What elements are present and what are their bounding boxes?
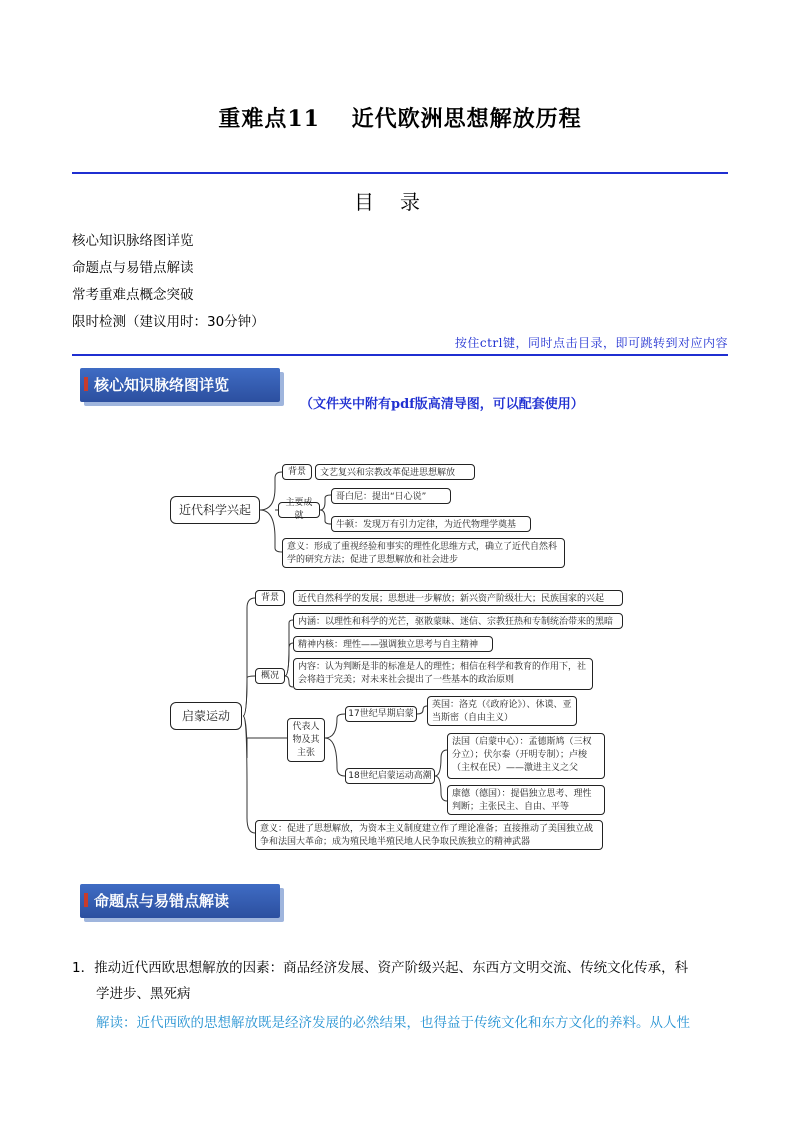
mm-enl-france: 法国（启蒙中心）：孟德斯鸠（三权分立）；伏尔泰（开明专制）；卢梭（主权在民）——激进主义之父 bbox=[447, 733, 605, 779]
mm-enl-germany: 康德（德国）：提倡独立思考、理性判断；主张民主、自由、平等 bbox=[447, 785, 605, 815]
mm-enl-bg-text: 近代自然科学的发展；思想进一步解放；新兴资产阶级壮大；民族国家的兴起 bbox=[293, 590, 623, 606]
mm-sci-bg-label: 背景 bbox=[282, 464, 312, 480]
mm-enl-significance: 意义：促进了思想解放，为资本主义制度建立作了理论准备；直接推动了美国独立战争和法国大革命；成为殖民地半殖民地人民争取民族独立的精神武器 bbox=[255, 820, 603, 850]
toc-link-mindmap[interactable]: 核心知识脉络图详览 bbox=[72, 233, 194, 249]
toc-link-test[interactable]: 限时检测（建议用时：30分钟） bbox=[72, 314, 265, 330]
toc-link-points[interactable]: 命题点与易错点解读 bbox=[72, 260, 194, 276]
point-1-explanation: 解读：近代西欧的思想解放既是经济发展的必然结果，也得益于传统文化和东方文化的养料。从人性 bbox=[96, 1015, 690, 1031]
section-banner-label: 核心知识脉络图详览 bbox=[94, 376, 230, 394]
page-title: 重难点11 近代欧洲思想解放历程 bbox=[218, 106, 582, 132]
title-divider bbox=[72, 172, 728, 174]
mm-enl-ov-label: 概况 bbox=[255, 668, 285, 684]
mm-enl-ov2: 精神内核：理性——强调独立思考与自主精神 bbox=[293, 636, 493, 652]
section-banner-points bbox=[80, 884, 280, 918]
toc-link-concepts[interactable]: 常考重难点概念突破 bbox=[72, 287, 194, 303]
section-banner-mindmap bbox=[80, 368, 280, 402]
mm-sci-significance: 意义：形成了重视经验和事实的理性化思维方式，确立了近代自然科学的研究方法；促进了思想解放和社会进步 bbox=[282, 538, 565, 568]
mm-enl-ov3: 内容：认为判断是非的标准是人的理性；相信在科学和教育的作用下，社会将趋于完美；对未来社会提出了一些基本的政治原则 bbox=[293, 658, 593, 690]
mm-enl-root: 启蒙运动 bbox=[170, 702, 242, 730]
mm-sci-ach1: 哥白尼：提出“日心说” bbox=[331, 488, 451, 504]
point-1-cont: 学进步、黑死病 bbox=[96, 986, 191, 1002]
ctrl-click-hint: 按住ctrl键，同时点击目录，即可跳转到对应内容 bbox=[454, 336, 728, 350]
mm-enl-ov1: 内涵：以理性和科学的光芒，驱散蒙昧、迷信、宗教狂热和专制统治带来的黑暗 bbox=[293, 613, 623, 629]
section-banner-label: 命题点与易错点解读 bbox=[94, 892, 230, 910]
mm-enl-17c-text: 英国：洛克（《政府论》）、休谟、亚当斯密（自由主义） bbox=[427, 696, 577, 726]
point-1 bbox=[72, 955, 732, 981]
point-text: 推动近代西欧思想解放的因素：商品经济发展、资产阶级兴起、东西方文明交流、传统文化传承，科 bbox=[94, 960, 689, 976]
toc-heading: 目录 bbox=[354, 190, 446, 214]
mm-sci-bg-text: 文艺复兴和宗教改革促进思想解放 bbox=[315, 464, 475, 480]
mind-map bbox=[165, 458, 625, 858]
toc-divider bbox=[72, 354, 728, 356]
mm-sci-ach-label: 主要成就 bbox=[278, 502, 320, 518]
mm-enl-18c-label: 18世纪启蒙运动高潮 bbox=[345, 768, 435, 784]
pdf-note: （文件夹中附有pdf版高清导图，可以配套使用） bbox=[300, 397, 584, 412]
point-number: 1． bbox=[72, 960, 95, 976]
mm-enl-rep-label: 代表人物及其主张 bbox=[287, 718, 325, 762]
mm-sci-ach2: 牛顿：发现万有引力定律，为近代物理学奠基 bbox=[331, 516, 531, 532]
mm-sci-root: 近代科学兴起 bbox=[170, 496, 260, 524]
mm-enl-bg-label: 背景 bbox=[255, 590, 285, 606]
mm-enl-17c-label: 17世纪早期启蒙 bbox=[345, 706, 417, 722]
